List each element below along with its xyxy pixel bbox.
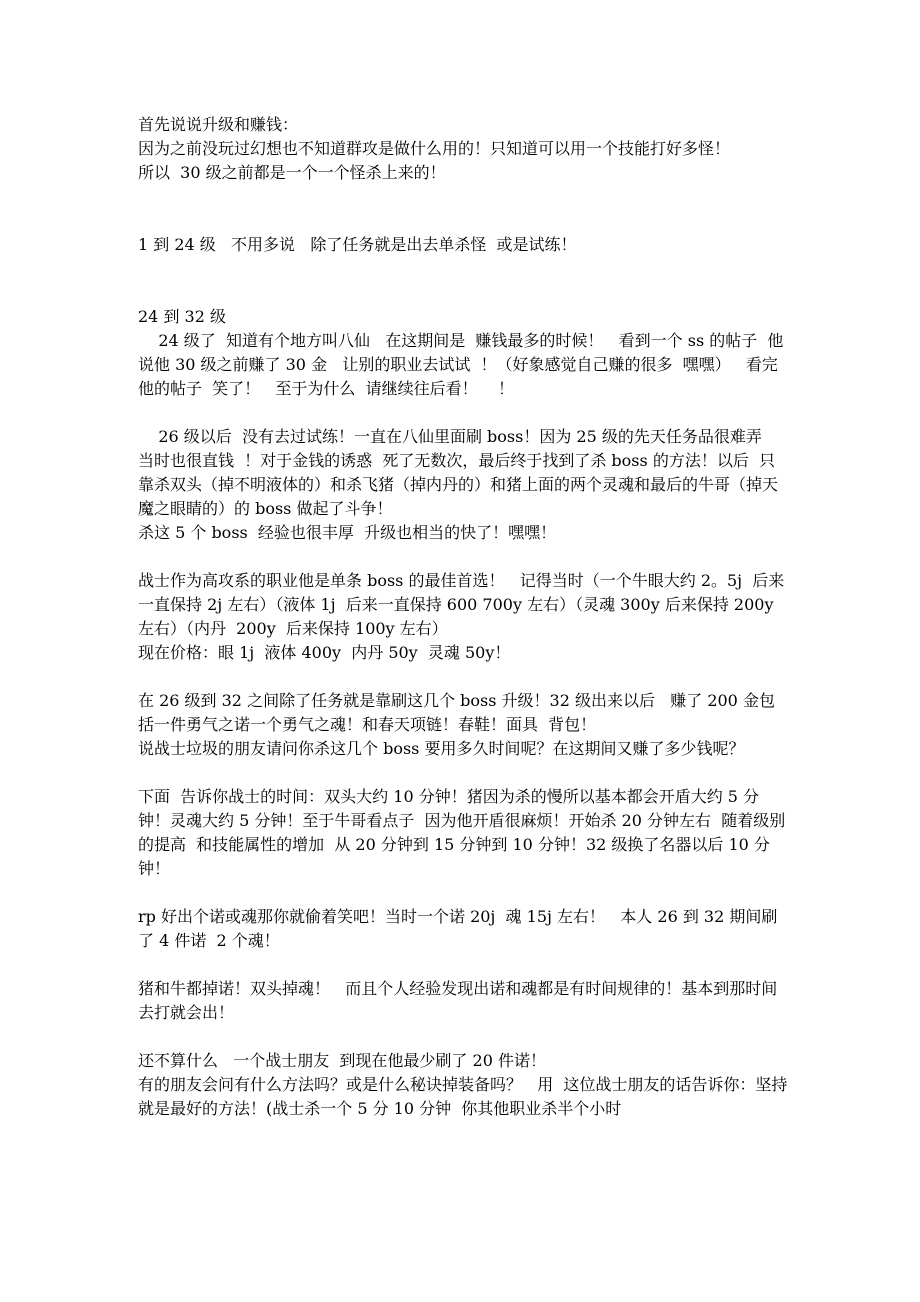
paragraph-boss-farming: 26 级以后 没有去过试练！一直在八仙里面刷 boss！因为 25 级的先天任务品很难弄 当时也很直钱 ！对于金钱的诱惑 死了无数次，最后终于找到了杀 boss 的方法！以后 只靠杀双头（掉不明液体的）和杀飞猪（掉内丹的）和猪上面的两个灵魂和最后的牛哥（掉天魔之眼睛的）的 boss 做起了斗争！ 杀这 5 个 boss 经验也很丰厚 升级也相当的快了！嘿嘿！	[138, 427, 779, 542]
paragraph-persistence: 还不算什么 一个战士朋友 到现在他最少刷了 20 件诺！ 有的朋友会问有什么方法吗？或是什么秘诀掉装备吗？ 用 这位战士朋友的话告诉你：坚持就是最好的方法！(战士杀一个 5 分 10 分钟 你其他职业杀半个小时	[138, 1051, 788, 1118]
paragraph-level-1-24: 1 到 24 级 不用多说 除了任务就是出去单杀怪 或是试练！	[138, 235, 577, 254]
paragraph-drops: rp 好出个诺或魂那你就偷着笑吧！当时一个诺 20j 魂 15j 左右！ 本人 26 到 32 期间刷了 4 件诺 2 个魂！	[138, 907, 778, 950]
paragraph-drop-rules: 猪和牛都掉诺！双头掉魂！ 而且个人经验发现出诺和魂都是有时间规律的！基本到那时间去打就会出！	[138, 979, 778, 1022]
paragraph-level-24-32: 24 到 32 级 24 级了 知道有个地方叫八仙 在这期间是 赚钱最多的时候！ 看到一个 ss 的帖子 他说他 30 级之前赚了 30 金 让别的职业去试试 ！（好象感觉自己赚的很多 嘿嘿） 看完他的帖子 笑了！ 至于为什么 请继续往后看！ ！	[138, 307, 784, 398]
paragraph-earnings: 在 26 级到 32 之间除了任务就是靠刷这几个 boss 升级！32 级出来以后 赚了 200 金包括一件勇气之诺一个勇气之魂！和春天项链！春鞋！面具 背包！ 说战士垃圾的朋友请问你杀这几个 boss 要用多久时间呢？在这期间又赚了多少钱呢？	[138, 691, 775, 758]
paragraph-spacer	[138, 761, 788, 785]
paragraph-intro: 首先说说升级和赚钱： 因为之前没玩过幻想也不知道群攻是做什么用的！只知道可以用一个技能打好多怪！ 所以 30 级之前都是一个一个怪杀上来的！	[138, 115, 731, 182]
paragraph-spacer	[138, 257, 788, 305]
document-body	[138, 113, 788, 1121]
paragraph-spacer	[138, 881, 788, 905]
paragraph-spacer	[138, 185, 788, 233]
paragraph-spacer	[138, 665, 788, 689]
paragraph-spacer	[138, 1025, 788, 1049]
paragraph-kill-times: 下面 告诉你战士的时间：双头大约 10 分钟！猪因为杀的慢所以基本都会开盾大约 5 分钟！灵魂大约 5 分钟！至于牛哥看点子 因为他开盾很麻烦！开始杀 20 分钟左右 随着级别的提高 和技能属性的增加 从 20 分钟到 15 分钟到 10 分钟！32 级换了名器以后 10 分钟！	[138, 787, 786, 878]
paragraph-spacer	[138, 953, 788, 977]
paragraph-prices: 战士作为高攻系的职业他是单条 boss 的最佳首选！ 记得当时（一个牛眼大约 2。5j 后来一直保持 2j 左右）（液体 1j 后来一直保持 600 700y 左右）（灵魂 300y 后来保持 200y 左右）（内丹 200y 后来保持 100y 左右） 现在价格：眼 1j 液体 400y 内丹 50y 灵魂 50y！	[138, 571, 785, 662]
paragraph-spacer	[138, 401, 788, 425]
paragraph-spacer	[138, 545, 788, 569]
